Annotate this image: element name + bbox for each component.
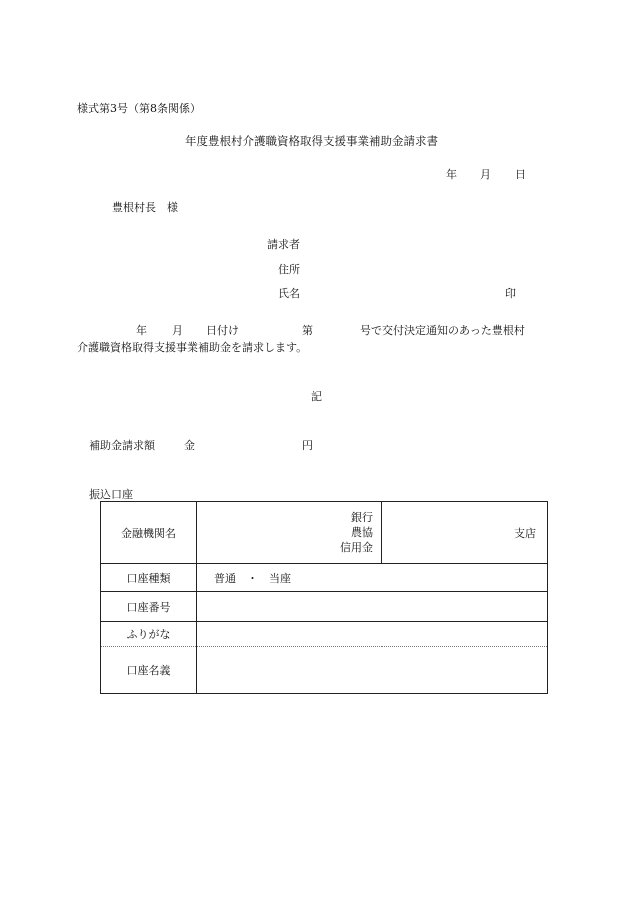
bank-name-label: 金融機関名 [101, 502, 197, 564]
account-type-label: 口座種類 [101, 564, 197, 592]
date-day: 日 [515, 168, 526, 181]
amount-label: 補助金請求額 [89, 439, 155, 452]
bank-account-table [100, 501, 548, 694]
claimant-label: 請求者 [267, 238, 300, 251]
name-label: 氏名 [278, 287, 300, 300]
addressee: 豊根村長 様 [112, 201, 178, 214]
account-number-label: 口座番号 [101, 592, 197, 622]
account-section-label: 振込口座 [89, 488, 133, 501]
document-title: 年度豊根村介護職資格取得支援事業補助金請求書 [185, 134, 438, 148]
body-year: 年 [136, 324, 147, 337]
body-number-prefix: 第 [302, 324, 313, 337]
bank-type-bank: 銀行 [351, 511, 373, 524]
bank-type-agri: 農協 [351, 526, 373, 539]
amount-kin: 金 [184, 439, 195, 452]
body-month: 月 [172, 324, 183, 337]
branch-label: 支店 [514, 526, 536, 540]
account-type-options: 普通 ・ 当座 [214, 571, 291, 585]
date-year: 年 [446, 168, 457, 181]
bank-name-field[interactable] [197, 502, 382, 564]
body-line1-rest: 号で交付決定通知のあった豊根村 [360, 324, 525, 337]
date-month: 月 [480, 168, 491, 181]
account-holder-field[interactable] [197, 647, 548, 694]
account-number-field[interactable] [197, 592, 548, 622]
account-holder-label: 口座名義 [101, 647, 197, 694]
body-line2: 介護職資格取得支援事業補助金を請求します。 [77, 341, 308, 354]
account-type-field[interactable] [197, 564, 548, 592]
seal-mark: 印 [505, 287, 516, 300]
bank-type-credit: 信用金 [340, 541, 373, 554]
furigana-field[interactable] [197, 622, 548, 647]
address-label: 住所 [278, 263, 300, 276]
amount-yen: 円 [302, 439, 313, 452]
branch-field[interactable] [382, 502, 548, 564]
form-number: 様式第3号（第8条関係） [77, 102, 201, 115]
body-date-suffix: 日付け [206, 324, 239, 337]
ki-label: 記 [311, 390, 322, 403]
furigana-label: ふりがな [101, 622, 197, 647]
